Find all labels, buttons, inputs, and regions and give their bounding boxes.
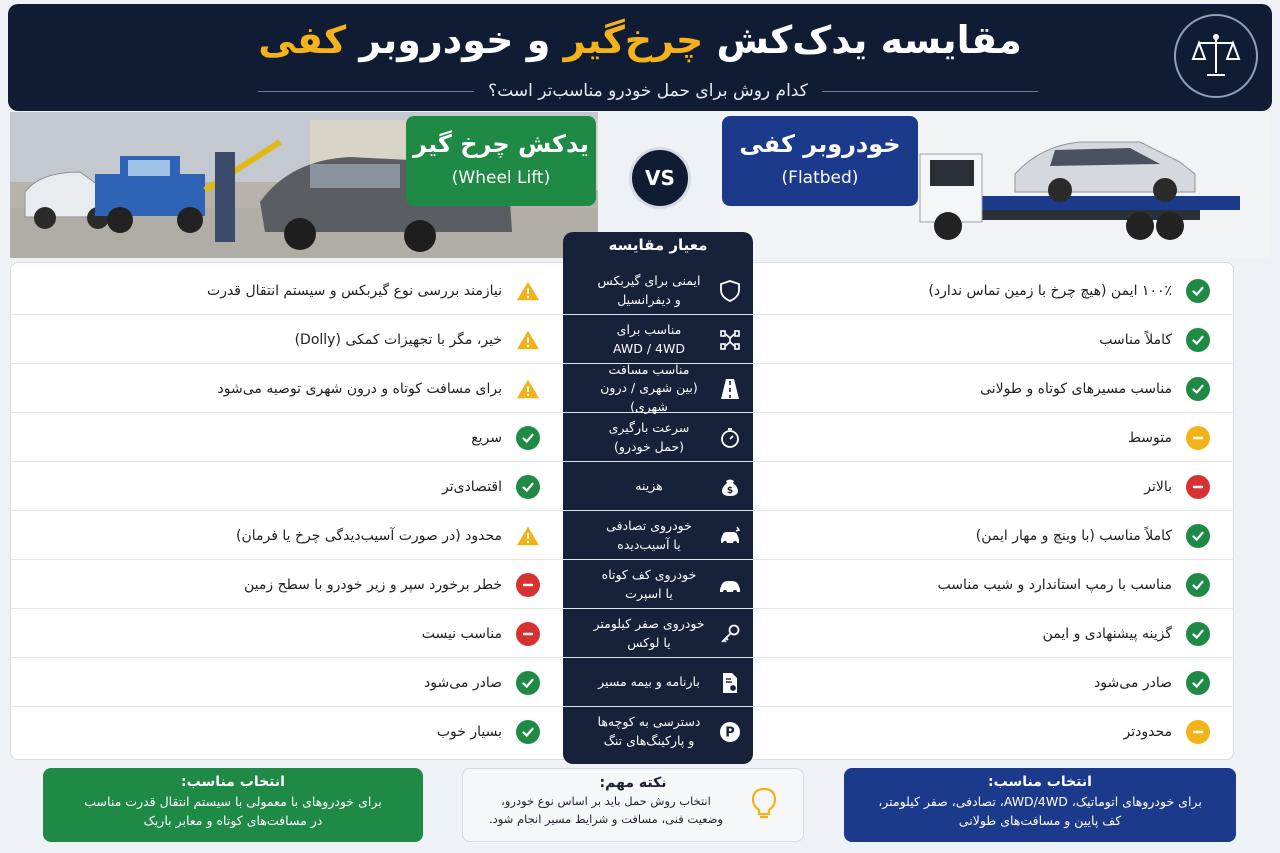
document-icon: [717, 670, 743, 696]
flatbed-cell: [790, 707, 1210, 756]
flatbed-cell: [790, 560, 1210, 609]
wheel-lift-cell-text: اقتصادی‌تر: [441, 478, 502, 495]
flatbed-recommendation-line: کف پایین و مسافت‌های طولانی: [958, 813, 1122, 829]
title-part-1: مقایسه یدک‌کش: [716, 18, 1022, 62]
flatbed-cell: [790, 462, 1210, 511]
road-icon: [717, 376, 743, 402]
wheel-lift-cell: [40, 413, 540, 462]
criterion-cell: [565, 658, 755, 707]
flatbed-cell-text: ۱۰۰٪ ایمن (هیچ چرخ با زمین تماس ندارد): [928, 282, 1172, 299]
important-note-line: وضعیت فنی، مسافت و شرایط مسیر انجام شود.: [488, 811, 724, 826]
wheel-lift-cell: [40, 560, 540, 609]
flatbed-cell-text: متوسط: [1128, 429, 1172, 446]
subtitle-divider: [258, 91, 474, 92]
flatbed-title: خودروبر کفی: [739, 130, 901, 158]
flatbed-cell-text: صادر می‌شود: [1094, 674, 1172, 691]
wheel-lift-recommendation-line: برای خودروهای با معمولی با سیستم انتقال قدرت مناسب: [84, 794, 382, 809]
subtitle-divider: [822, 91, 1038, 92]
status-warn-icon: [516, 524, 540, 548]
status-check-icon: [516, 426, 540, 450]
criterion-label: سرعت بارگیری: [608, 420, 690, 436]
criterion-label: مناسب مسافت: [608, 362, 690, 378]
criterion-label: مناسب برای: [616, 322, 682, 338]
wheel-lift-title: یدکش چرخ گیر: [413, 130, 589, 158]
wheel-lift-recommendation-line: در مسافت‌های کوتاه و معابر باریک: [143, 813, 323, 829]
wheel-lift-cell-text: خیر، مگر با تجهیزات کمکی (Dolly): [294, 331, 502, 348]
wheel-lift-cell-text: محدود (در صورت آسیب‌دیدگی چرخ یا فرمان): [235, 527, 502, 544]
criterion-cell: [565, 511, 755, 560]
criterion-label: یا لوکس: [627, 634, 671, 650]
wheel-lift-cell-text: مناسب نیست: [421, 625, 502, 642]
subtitle: کدام روش برای حمل خودرو مناسب‌تر است؟: [488, 81, 808, 101]
flatbed-recommendation-title: انتخاب مناسب:: [988, 774, 1092, 790]
wheel-lift-cell: [40, 462, 540, 511]
wheel-lift-subtitle: (Wheel Lift): [451, 168, 551, 188]
page-title: [8, 18, 1272, 62]
criterion-label: بارنامه و بیمه مسیر: [598, 674, 700, 690]
status-warn-icon: [516, 377, 540, 401]
criterion-label: AWD / 4WD: [613, 340, 685, 356]
parking-icon: [717, 719, 743, 745]
table-row: [10, 511, 1234, 560]
criterion-label: هزینه: [635, 478, 663, 494]
flatbed-recommendation: [844, 768, 1236, 842]
vs-badge: VS: [629, 147, 691, 209]
table-row: [10, 266, 1234, 315]
subtitle-row: [258, 78, 1038, 104]
criteria-header: معیار مقایسه: [608, 236, 708, 254]
table-row: [10, 364, 1234, 413]
wheel-lift-cell: [40, 266, 540, 315]
wheel-lift-cell: [40, 658, 540, 707]
status-check-icon: [1186, 279, 1210, 303]
flatbed-subtitle: (Flatbed): [781, 168, 859, 188]
drivetrain-icon: [717, 327, 743, 353]
flatbed-cell: [790, 658, 1210, 707]
criterion-label: (بین شهری / درون شهری): [600, 380, 698, 414]
criterion-cell: [565, 315, 755, 364]
sports-car-icon: [717, 572, 743, 598]
wheel-lift-cell: [40, 707, 540, 756]
status-check-icon: [516, 671, 540, 695]
flatbed-cell: [790, 315, 1210, 364]
title-accent-flatbed: کفی: [258, 18, 347, 62]
scale-of-justice-icon: [1174, 14, 1258, 98]
criterion-label: خودروی کف کوتاه: [601, 567, 697, 583]
table-row: [10, 707, 1234, 756]
flatbed-cell: [790, 511, 1210, 560]
status-minus-r-icon: [516, 573, 540, 597]
status-minus-y-icon: [1186, 720, 1210, 744]
flatbed-cell: [790, 609, 1210, 658]
status-check-icon: [516, 475, 540, 499]
key-icon: [717, 621, 743, 647]
criterion-label: و پارکینگ‌های تنگ: [603, 732, 695, 748]
status-minus-r-icon: [516, 622, 540, 646]
flatbed-cell-text: مناسب با رمپ استاندارد و شیب مناسب: [937, 576, 1172, 593]
status-warn-icon: [516, 279, 540, 303]
criterion-label: یا اسپرت: [625, 585, 673, 601]
wheel-lift-cell: [40, 364, 540, 413]
svg-text:$: $: [726, 485, 734, 496]
table-row: [10, 658, 1234, 707]
wheel-lift-cell-text: خطر برخورد سپر و زیر خودرو با سطح زمین: [244, 576, 502, 593]
flatbed-cell-text: کاملاً مناسب (با وینچ و مهار ایمن): [975, 527, 1172, 544]
header-banner: [8, 4, 1272, 111]
wheel-lift-recommendation: [43, 768, 423, 842]
svg-text:P: P: [725, 725, 735, 740]
criterion-cell: [565, 364, 755, 413]
flatbed-cell-text: گزینه پیشنهادی و ایمن: [1042, 625, 1172, 642]
title-accent-wheel-lift: چرخ‌گیر: [563, 18, 704, 62]
wheel-lift-cell: [40, 511, 540, 560]
criterion-label: (حمل خودرو): [614, 438, 684, 454]
status-check-icon: [1186, 671, 1210, 695]
criterion-cell: [565, 707, 755, 756]
status-check-icon: [516, 720, 540, 744]
wheel-lift-cell-text: سریع: [471, 429, 502, 446]
criterion-cell: [565, 413, 755, 462]
status-check-icon: [1186, 573, 1210, 597]
criterion-label: ایمنی برای گیربکس: [597, 273, 701, 289]
table-row: [10, 413, 1234, 462]
table-row: [10, 315, 1234, 364]
flatbed-cell-text: بالاتر: [1144, 478, 1172, 495]
flatbed-cell-text: مناسب مسیرهای کوتاه و طولانی: [980, 380, 1172, 397]
wheel-lift-cell-text: نیازمند بررسی نوع گیربکس و سیستم انتقال قدرت: [207, 282, 502, 299]
wheel-lift-cell: [40, 315, 540, 364]
important-note-line: انتخاب روش حمل باید بر اساس نوع خودرو،: [501, 794, 711, 808]
status-warn-icon: [516, 328, 540, 352]
shield-icon: [717, 278, 743, 304]
stopwatch-icon: [717, 425, 743, 451]
status-check-icon: [1186, 622, 1210, 646]
criterion-cell: [565, 266, 755, 315]
status-minus-y-icon: [1186, 426, 1210, 450]
criterion-label: و دیفرانسیل: [617, 291, 681, 307]
flatbed-cell: [790, 413, 1210, 462]
wheel-lift-cell-text: برای مسافت کوتاه و درون شهری توصیه می‌شود: [217, 380, 502, 397]
table-row: [10, 609, 1234, 658]
wheel-lift-recommendation-title: انتخاب مناسب:: [181, 774, 285, 790]
wheel-lift-cell-text: صادر می‌شود: [424, 674, 502, 691]
wheel-lift-cell-text: بسیار خوب: [436, 723, 502, 740]
title-part-2: و خودروبر: [359, 18, 551, 62]
criterion-label: یا آسیب‌دیده: [617, 536, 681, 552]
lightbulb-icon: [749, 785, 779, 821]
criterion-cell: [565, 560, 755, 609]
criterion-label: خودروی تصادفی: [606, 518, 692, 534]
flatbed-cell: [790, 364, 1210, 413]
criterion-label: خودروی صفر کیلومتر: [593, 616, 705, 632]
wheel-lift-label: [406, 116, 596, 206]
status-check-icon: [1186, 377, 1210, 401]
important-note: [462, 768, 804, 842]
status-check-icon: [1186, 524, 1210, 548]
flatbed-cell-text: کاملاً مناسب: [1099, 331, 1172, 348]
table-row: [10, 462, 1234, 511]
flatbed-recommendation-line: برای خودروهای اتوماتیک، AWD/4WD، تصادفی، صفر کیلومتر،: [878, 794, 1202, 809]
criterion-cell: [565, 462, 755, 511]
important-note-title: نکته مهم:: [599, 775, 667, 791]
flatbed-label: [722, 116, 918, 206]
crashed-car-icon: [717, 523, 743, 549]
status-check-icon: [1186, 328, 1210, 352]
flatbed-cell: [790, 266, 1210, 315]
flatbed-cell-text: محدودتر: [1123, 723, 1172, 740]
criterion-cell: [565, 609, 755, 658]
table-row: [10, 560, 1234, 609]
wheel-lift-cell: [40, 609, 540, 658]
money-bag-icon: [717, 474, 743, 500]
criterion-label: دسترسی به کوچه‌ها: [597, 714, 701, 730]
status-minus-r-icon: [1186, 475, 1210, 499]
